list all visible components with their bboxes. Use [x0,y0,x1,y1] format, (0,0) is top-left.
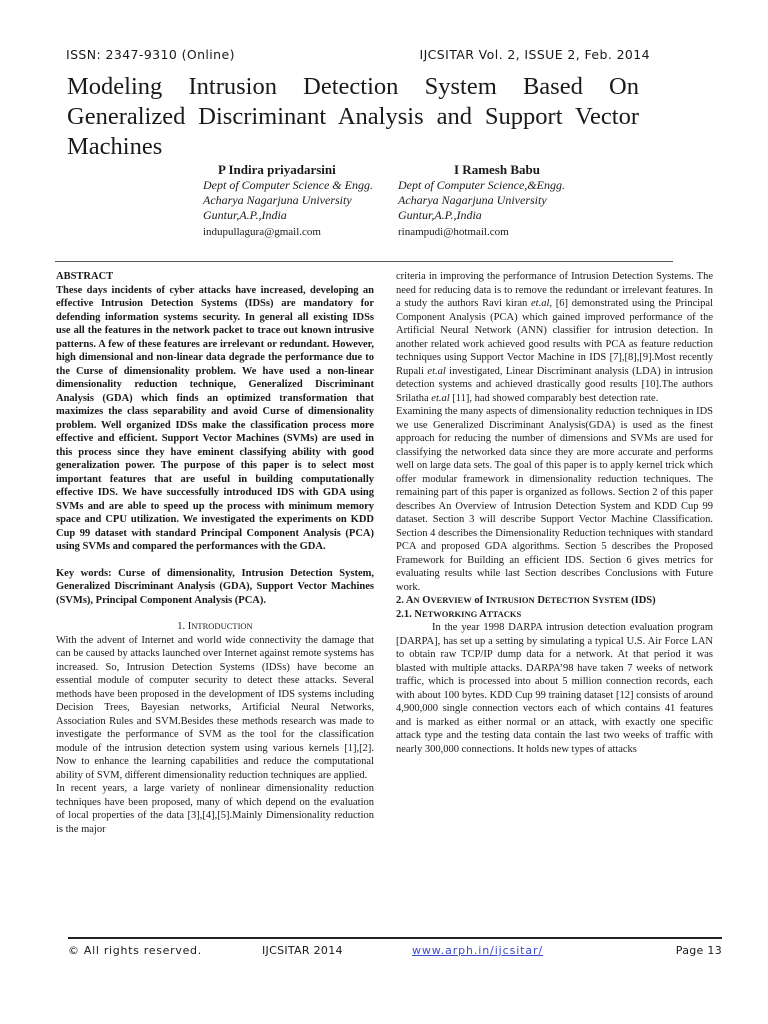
abstract-text: These days incidents of cyber attacks have increased, developing an effective Intrusion Detection Systems (IDSs) are mandatory for defending information systems security. In general all existing IDSs use all the features in the network packet to trace out known intrusive patterns. A few of these features are irrelevant or redundant. However, high dimensional and non-linear data degrade the performance due to the Curse of dimensionality problem. We have used a non-linear dimensionality reduction technique, Generalized Discriminant Analysis (GDA) which finds an optimized transformation that maximizes the class separability and avoid Curse of dimensionality problem. Well organized IDSs make the classification process more effective and efficient. Support Vector Machines (SVMs) are used in this process since they have eminent classifying ability with good generalization power. The purpose of this paper is to select most important features that are useful in building computationally effective IDS. We have successfully introduced IDS with GDA using SVMs and are able to speed up the process with minimum memory space and CPU utilization. We investigated the experiments on KDD Cup 99 dataset with standard Principal Component Analysis (PCA) using SVMs and compared the performances with the GDA. [56,284,374,552]
journal-url-link[interactable]: www.arph.in/ijcsitar/ [412,944,544,957]
author-name: P Indira priyadarsini [218,162,336,177]
paper-title: Modeling Intrusion Detection System Based On Generalized Discriminant Analysis and Support Vector Machines [67,73,639,160]
author-block-1 [203,162,373,240]
author-block-2 [398,162,565,240]
author-dept: Dept of Computer Science,&Engg. [398,178,565,192]
section-2-1-heading: 2.1. NETWORKING ATTACKS [396,608,522,620]
author-location: Guntur,A.P.,India [203,208,287,222]
author-name: I Ramesh Babu [454,162,540,177]
author-email: indupullagura@gmail.com [203,226,321,238]
footer-rights: © All rights reserved. [68,944,202,957]
section-2-heading: 2. AN OVERVIEW of INTRUSION DETECTION SYSTEM (IDS) [396,595,656,606]
author-location: Guntur,A.P.,India [398,208,482,222]
page-number: Page 13 [675,944,722,957]
author-university: Acharya Nagarjuna University [203,193,352,207]
right-paragraph-2: Examining the many aspects of dimensionality reduction techniques in IDS we use Generalized Discriminant Analysis(GDA) is used as the finest approach for reducing the number of dimensions and SVMs are used for classifying the networked data since they are more accurate and performs well on large data sets. The goal of this paper is to apply kernel trick which offer modular framework in dimensionality reduction techniques. The remaining part of this paper is organized as follows. Section 2 of this paper describes An Overview of Intrusion Detection System and KDD Cup 99 dataset. Section 3 will describe Support Vector Machine Classification. Section 4 describes the Dimensionality Reduction techniques with standard PCA and proposed GDA algorithms. Section 5 describes the Proposed Framework for Building an efficient IDS. Section 6 gives metrics for evaluating results while last Section describes Conclusions with Future work. [396,406,713,593]
author-university: Acharya Nagarjuna University [398,193,547,207]
author-email: rinampudi@hotmail.com [398,226,509,238]
section-1-paragraph-2: In recent years, a large variety of nonlinear dimensionality reduction techniques have been proposed, many of which depend on the evaluation of local properties of the data [3],[4],[5].Mainly Dimensionality reduction is the major [56,783,374,835]
footer-journal: IJCSITAR 2014 [262,944,343,957]
right-column [396,270,713,756]
right-paragraph-1: criteria in improving the performance of Intrusion Detection Systems. The need for reducing data is to remove the redundant or irrelevant features. In a study the authors Ravi kiran et.al, [6] demonstrated using the Principal Component Analysis (PCA) which gained improved performance of the Artificial Neural Network (ANN) classifier for intrusion detection. In another related work achieved good results with PCA as feature reduction techniques using Support Vector Machine in IDS [7],[8],[9].Most recently Rupali et.al investigated, Linear Discriminant analysis (LDA) in intrusion detection systems and achieved drastically good results [10].The authors Srilatha et.al [11], had showed comparably best detection rate. [396,271,714,404]
section-1-paragraph-1: With the advent of Internet and world wide connectivity the damage that can be caused by attacks launched over Internet against remote systems has increased. So, Intrusion Detection Systems (IDSs) have become an essential module of computer security to detect these attacks. Several methods have been proposed in the development of IDS systems including Decision Trees, Bayesian networks, Artificial Neural Networks, Association Rules and SVM.Besides these methods research was made to investigate the performance of SVM as the tool for the classification module of the intrusion detection system using various kernels [1],[2]. Now to enhance the learning capabilities and reduce the computational ability of SVM, different dimensionality reduction techniques are applied. [56,634,374,781]
right-paragraph-4: In the year 1998 DARPA intrusion detection evaluation program [DARPA], has set up a setting by simulating a typical U.S. Air Force LAN to obtain raw TCP/IP dump data for a network. At that period it was blasted with multiple attacks. DARPA’98 have taken 7 weeks of network traffic, which is processed into about 5 million connection records, each with about 100 bytes. KDD Cup 99 training dataset [12] consists of around 4,900,000 single connection vectors each of which contains 41 features and is marked as either normal or an attack, with exactly one specific attack type and the testing data contain the last two weeks of traffic with nearly 300,000 connections. It holds new types of attacks [396,622,713,755]
section-1-heading: 1. INTRODUCTION [177,621,253,632]
issn-header: ISSN: 2347-9310 (Online) [66,47,235,62]
keywords: Key words: Curse of dimensionality, Intrusion Detection System, Generalized Discriminant Analysis (GDA), Support Vector Machines (SVMs), Principal Component Analysis (PCA). [56,567,374,606]
left-column [56,270,374,836]
header-divider [55,261,673,262]
abstract-label: ABSTRACT [56,271,114,282]
journal-header: IJCSITAR Vol. 2, ISSUE 2, Feb. 2014 [419,47,650,62]
footer-divider [68,937,722,939]
author-dept: Dept of Computer Science & Engg. [203,178,373,192]
